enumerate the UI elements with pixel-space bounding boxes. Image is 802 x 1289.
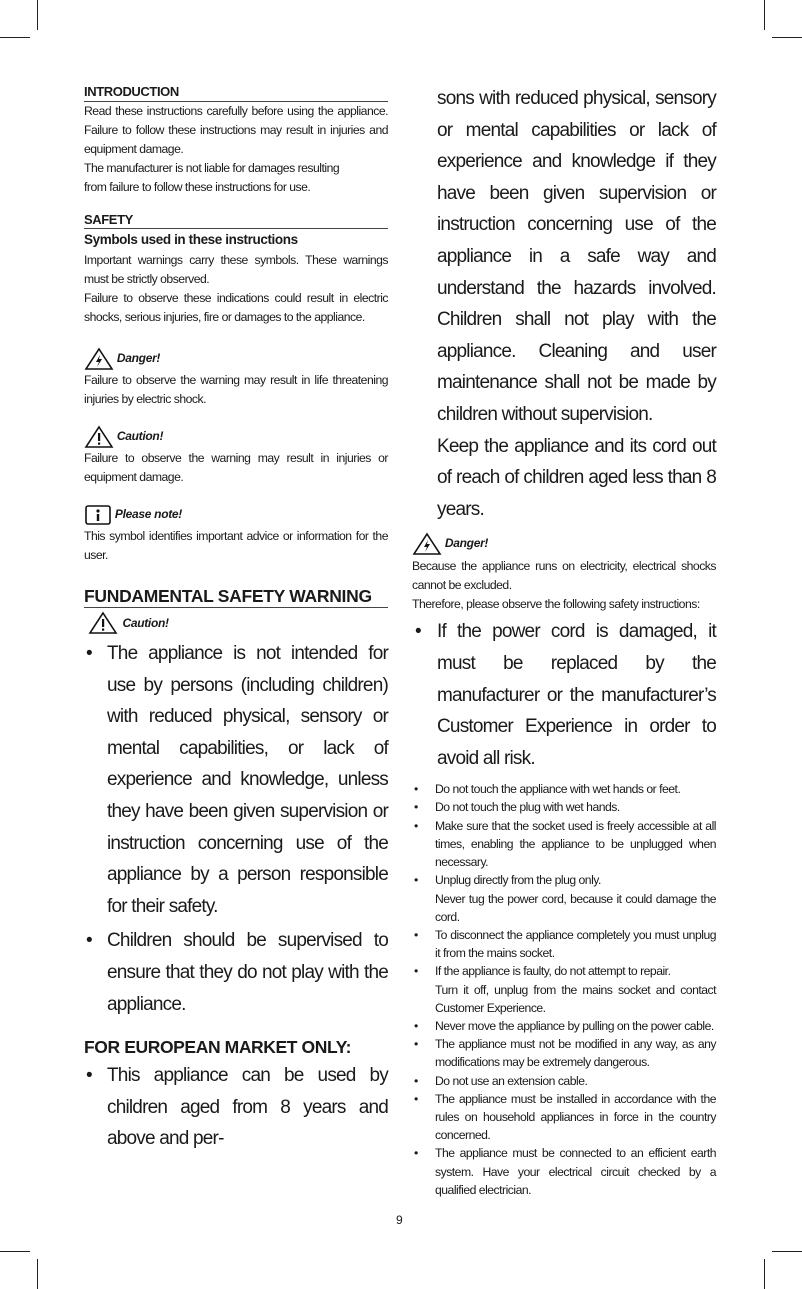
safety-section [84,211,388,327]
bullet-text: The appliance is not intended for use by persons (including children) with reduced physical, sensory or mental capabilities, or lack of experience and knowledge, unless they have been given supervision or instruction concerning use of the appliance by a person responsible for their safety. [107,643,388,917]
danger-text: Therefore, please observe the following safety instructions: [412,597,700,612]
fundamental-heading: FUNDAMENTAL SAFETY WARNING [84,585,388,608]
intro-text: The manufacturer is not liable for damages resulting [84,161,340,175]
symbols-text: Important warnings carry these symbols. These warnings must be strictly observed. [84,253,388,286]
crop-mark [0,37,30,38]
intro-text: from failure to follow these instructions for use. [84,180,311,194]
bullet-item [84,638,388,922]
bullet-text: Do not touch the appliance with wet hands or feet. [435,782,681,797]
danger-text: Because the appliance runs on electricity, electrical shocks cannot be excluded. [412,559,716,593]
bullet: • [414,873,418,888]
bullet-item [412,1017,716,1035]
bullet: • [415,621,421,643]
bullet-item [412,780,716,798]
bullet: • [414,1091,418,1106]
crop-mark [0,1251,30,1252]
danger-label: Danger! [116,351,161,365]
note-symbol-block [84,501,388,565]
page-number: 9 [396,1212,403,1227]
danger-symbol-block [84,345,388,409]
bullet-item [412,616,716,774]
bullet-item [412,890,716,926]
continued-text: Keep the appliance and its cord out of reach of children aged less than 8 years. [437,435,716,520]
electric-warning-icon [84,347,114,371]
bullet-item [412,926,716,962]
bullet-text: Never tug the power cord, because it could damage the cord. [435,891,716,924]
bullet-text: The appliance must not be modified in any way, as any modifications may be extremely dangerous. [435,1037,716,1070]
crop-mark [37,1259,38,1289]
crop-mark [772,1251,802,1252]
bullet-item [412,1035,716,1071]
safety-instructions-list [412,780,716,1199]
european-continued [437,83,716,525]
note-text: This symbol identifies important advice or information for the user. [84,529,388,562]
intro-text: Read these instructions carefully before using the appliance. Failure to follow these instructions may result in injuries and equipment damage. [84,104,388,156]
bullet: • [414,964,418,979]
safety-heading: SAFETY [84,211,388,229]
caution-text: Failure to observe the warning may result in injuries or equipment damage. [84,451,388,484]
bullet-text: Do not touch the plug with wet hands. [435,800,620,815]
crop-mark [37,0,38,30]
bullet-text: Do not use an extension cable. [435,1073,588,1088]
european-heading: FOR EUROPEAN MARKET ONLY: [84,1037,352,1058]
caution-icon [88,611,118,635]
bullet: • [414,1018,418,1033]
bullet-text: Make sure that the socket used is freely accessible at all times, enabling the appliance to be unplugged when necessary. [435,818,716,870]
please-note-label: Please note! [114,507,182,521]
crop-mark [772,37,802,38]
bullet-text: Unplug directly from the plug only. [435,873,601,888]
bullet-text: To disconnect the appliance completely you must unplug it from the mains socket. [435,927,716,961]
bullet-item [412,981,716,1017]
danger-electric-block [412,529,716,774]
bullet: • [414,1073,418,1088]
info-icon [84,504,112,526]
right-column [412,83,716,1199]
bullet-item [412,798,716,816]
bullet-text: Turn it off, unplug from the mains socket and contact Customer Experience. [435,982,716,1015]
bullet: • [414,1037,418,1052]
bullet-text: Children should be supervised to ensure that they do not play with the appliance. [107,930,388,1015]
danger-label: Danger! [444,536,489,551]
bullet-text: This appliance can be used by children aged from 8 years and above and per- [107,1065,388,1150]
bullet-item [412,871,716,889]
bullet: • [414,800,418,815]
bullet-item [84,1060,388,1155]
continued-text: sons with reduced physical, sensory or mental capabilities or lack of experience and knowledge if they have been given supervision or instruction concerning use of the appliance in a safe way and understand the hazards involved. Children shall not play with the appliance. Cleaning and user maintenance shall not be made by children without supervision. [437,88,716,425]
bullet-item [412,1072,716,1090]
bullet-item [84,925,388,1020]
bullet: • [414,782,418,797]
bullet-text: Never move the appliance by pulling on the power cable. [435,1018,714,1033]
introduction-section [84,83,388,197]
bullet: • [86,643,92,664]
bullet: • [414,1146,418,1161]
caution-label: Caution! [116,429,164,443]
introduction-heading: INTRODUCTION [84,83,388,102]
symbols-heading: Symbols used in these instructions [84,232,298,247]
danger-text: Failure to observe the warning may result in life threatening injuries by electric shock. [84,373,388,406]
bullet: • [414,818,418,833]
symbols-text: Failure to observe these indications could result in electric shocks, serious injuries, fire or damages to the appliance. [84,291,388,324]
bullet-item [412,817,716,872]
crop-mark [764,0,765,30]
caution-label: Caution! [122,616,169,630]
left-column [84,83,388,1155]
bullet-text: If the power cord is damaged, it must be replaced by the manufacturer or the manufacturer’s Customer Experience in order to avoid all risk. [437,621,716,769]
bullet-text: The appliance must be installed in accordance with the rules on household appliances in force in the country concerned. [435,1091,716,1143]
bullet: • [86,1065,92,1087]
european-section [84,1034,388,1155]
caution-symbol-block [84,423,388,487]
bullet-item [412,1144,716,1199]
bullet-text: The appliance must be connected to an efficient earth system. Have your electrical circuit checked by a qualified electrician. [435,1146,716,1197]
caution-icon [84,425,114,449]
bullet: • [414,927,418,942]
bullet: • [86,930,92,952]
crop-mark [764,1259,765,1289]
fundamental-section [84,585,388,1020]
bullet-text: If the appliance is faulty, do not attempt to repair. [435,964,671,979]
bullet-item [412,1090,716,1145]
electric-warning-icon [412,532,442,556]
bullet-item [412,962,716,980]
